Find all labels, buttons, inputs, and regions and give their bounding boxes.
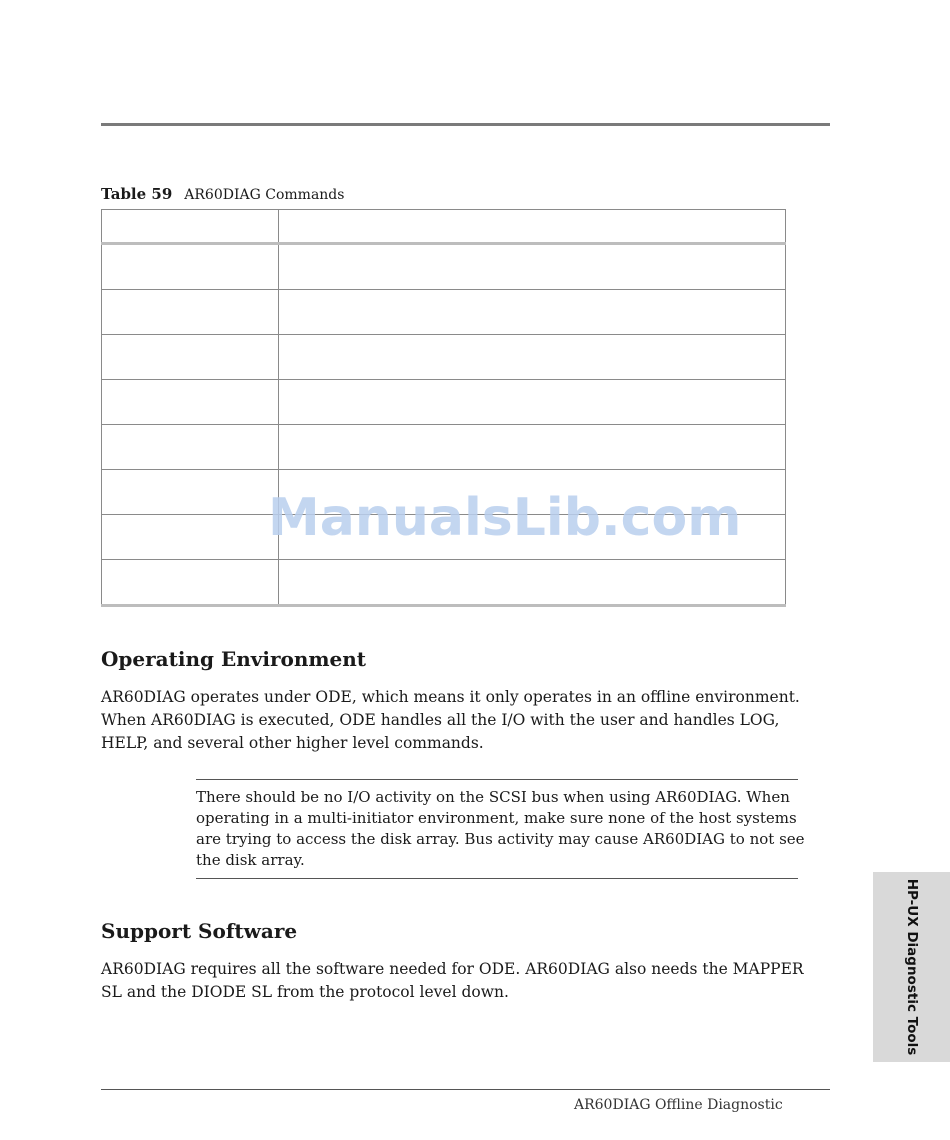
section-heading-support-software: Support Software <box>101 919 298 943</box>
table-title: AR60DIAG Commands <box>184 187 345 203</box>
top-rule <box>101 123 830 126</box>
table-header-cell-description <box>279 210 786 244</box>
note-top-rule <box>196 779 798 780</box>
table-cell-description <box>279 380 786 425</box>
table-cell-command <box>102 515 279 560</box>
note-text <box>196 787 805 871</box>
table-cell-command <box>102 380 279 425</box>
paragraph-line: AR60DIAG requires all the software needed for ODE. AR60DIAG also needs the MAPPER <box>101 960 804 978</box>
page-footer: AR60DIAG Offline Diagnostic <box>574 1097 783 1113</box>
note-line: the disk array. <box>196 851 305 869</box>
table-cell-description <box>279 560 786 606</box>
watermark: ManualsLib.com <box>268 488 742 548</box>
paragraph-line: HELP, and several other higher level commands. <box>101 734 484 752</box>
paragraph-line: SL and the DIODE SL from the protocol level down. <box>101 983 509 1001</box>
bottom-rule <box>101 1089 830 1090</box>
table-cell-command <box>102 335 279 380</box>
table-cell-description <box>279 290 786 335</box>
table-row <box>102 380 786 425</box>
side-tab-label: HP-UX Diagnostic Tools <box>903 878 920 1056</box>
table-row <box>102 244 786 290</box>
table-cell-command <box>102 290 279 335</box>
table-header-cell-command <box>102 210 279 244</box>
note-line: operating in a multi-initiator environment, make sure none of the host systems <box>196 809 797 827</box>
note-line: are trying to access the disk array. Bus activity may cause AR60DIAG to not see <box>196 830 805 848</box>
table-caption <box>101 185 344 203</box>
table-row <box>102 425 786 470</box>
note-line: There should be no I/O activity on the SCSI bus when using AR60DIAG. When <box>196 788 790 806</box>
table-number: Table 59 <box>101 185 173 203</box>
paragraph-line: When AR60DIAG is executed, ODE handles all the I/O with the user and handles LOG, <box>101 711 780 729</box>
side-tab <box>873 872 950 1062</box>
paragraph-operating-environment <box>101 686 800 755</box>
table-cell-command <box>102 244 279 290</box>
table-cell-command <box>102 560 279 606</box>
section-heading-operating-environment: Operating Environment <box>101 647 367 671</box>
table-row <box>102 335 786 380</box>
table-row <box>102 560 786 606</box>
note-bottom-rule <box>196 878 798 879</box>
table-cell-description <box>279 335 786 380</box>
table-cell-command <box>102 470 279 515</box>
table-header-row <box>102 210 786 244</box>
table-cell-description <box>279 244 786 290</box>
paragraph-support-software <box>101 958 804 1004</box>
paragraph-line: AR60DIAG operates under ODE, which means it only operates in an offline environment. <box>101 688 800 706</box>
table-row <box>102 290 786 335</box>
table-cell-description <box>279 425 786 470</box>
table-cell-command <box>102 425 279 470</box>
